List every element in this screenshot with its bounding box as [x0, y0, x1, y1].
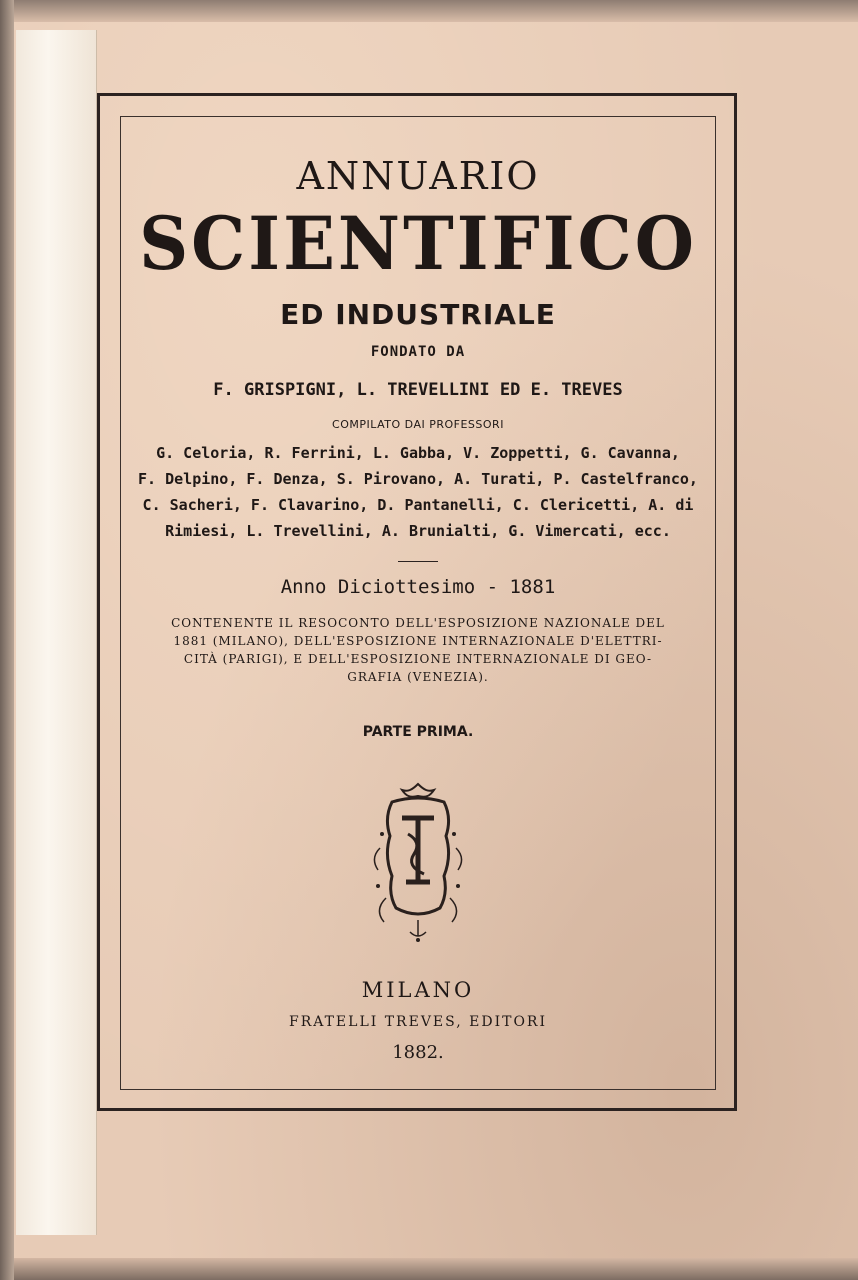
professors-line: G. Celoria, R. Ferrini, L. Gabba, V. Zoppetti, G. Cavanna,: [156, 444, 680, 462]
city-line: MILANO: [361, 978, 475, 1002]
spine-strip: [16, 30, 97, 1235]
contents-line: GRAFIA (VENEZIA).: [347, 670, 489, 684]
title-line-annuario: ANNUARIO: [296, 154, 540, 198]
compiled-label: COMPILATO DAI PROFESSORI: [332, 418, 504, 431]
separator-rule: [398, 561, 438, 562]
founders-line: F. GRISPIGNI, L. TREVELLINI ED E. TREVES: [213, 380, 623, 400]
spine-shadow: [0, 0, 14, 1280]
edition-line: Anno Diciottesimo - 1881: [280, 576, 556, 598]
cover-top-edge: [0, 0, 858, 22]
contents-line: CITÀ (PARIGI), E DELL'ESPOSIZIONE INTERNAZIONALE DI GEO-: [183, 652, 653, 666]
founded-label: FONDATO DA: [370, 344, 466, 360]
cover-bottom-edge: [0, 1258, 858, 1280]
part-label: PARTE PRIMA.: [362, 724, 474, 740]
professors-line: C. Sacheri, F. Clavarino, D. Pantanelli, C. Clericetti, A. di: [142, 496, 694, 514]
contents-line: CONTENENTE IL RESOCONTO DELL'ESPOSIZIONE NAZIONALE DEL: [171, 616, 665, 630]
contents-line: 1881 (MILANO), DELL'ESPOSIZIONE INTERNAZIONALE D'ELETTRI-: [173, 634, 663, 648]
year-line: 1882.: [392, 1042, 444, 1063]
title-line-industriale: ED INDUSTRIALE: [280, 298, 556, 331]
ornamental-monogram-icon: [362, 778, 474, 944]
professors-line: Rimiesi, L. Trevellini, A. Brunialti, G. Vimercati, ecc.: [165, 522, 671, 540]
title-line-scientifico: SCIENTIFICO: [139, 200, 697, 288]
professors-line: F. Delpino, F. Denza, S. Pirovano, A. Turati, P. Castelfranco,: [138, 470, 698, 488]
title-page-content: [120, 116, 716, 1090]
publisher-line: FRATELLI TREVES, EDITORI: [288, 1014, 547, 1030]
